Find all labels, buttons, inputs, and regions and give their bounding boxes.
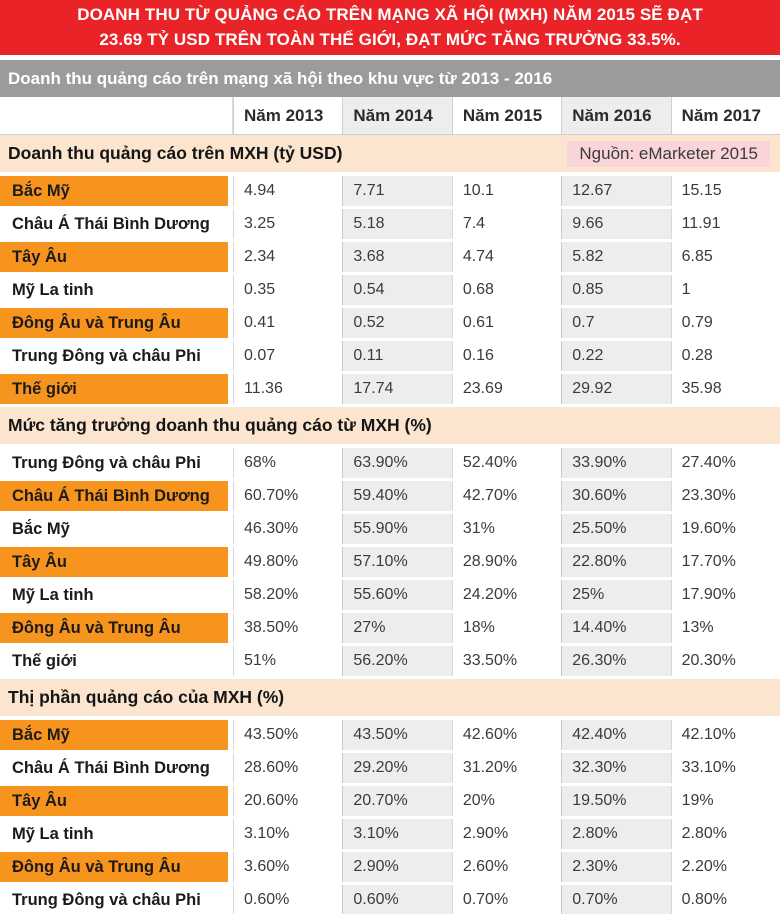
table-row [0, 547, 780, 577]
value-cell: 42.70% [452, 481, 561, 511]
region-label: Châu Á Thái Bình Dương [0, 209, 233, 239]
value-cell: 4.74 [452, 242, 561, 272]
value-cell: 42.10% [671, 720, 780, 750]
value-cell: 38.50% [233, 613, 342, 643]
value-cell: 57.10% [342, 547, 451, 577]
value-cell: 10.1 [452, 176, 561, 206]
table-row [0, 374, 780, 404]
value-cell: 2.80% [671, 819, 780, 849]
value-cell: 12.67 [561, 176, 670, 206]
value-cell: 17.70% [671, 547, 780, 577]
value-cell: 25.50% [561, 514, 670, 544]
value-cell: 5.82 [561, 242, 670, 272]
column-header-2013: Năm 2013 [233, 97, 342, 134]
value-cell: 2.20% [671, 852, 780, 882]
value-cell: 7.71 [342, 176, 451, 206]
value-cell: 3.60% [233, 852, 342, 882]
region-label: Đông Âu và Trung Âu [0, 308, 233, 338]
value-cell: 22.80% [561, 547, 670, 577]
value-cell: 0.60% [342, 885, 451, 914]
section-header [0, 407, 780, 444]
value-cell: 2.34 [233, 242, 342, 272]
region-label: Châu Á Thái Bình Dương [0, 753, 233, 783]
value-cell: 58.20% [233, 580, 342, 610]
table-row [0, 308, 780, 338]
table-row [0, 176, 780, 206]
table-row [0, 613, 780, 643]
region-label: Trung Đông và châu Phi [0, 885, 233, 914]
section-title: Doanh thu quảng cáo trên MXH (tỷ USD) [8, 143, 343, 163]
value-cell: 19% [671, 786, 780, 816]
value-cell: 4.94 [233, 176, 342, 206]
region-label: Bắc Mỹ [0, 514, 233, 544]
value-cell: 1 [671, 275, 780, 305]
region-label: Trung Đông và châu Phi [0, 341, 233, 371]
value-cell: 18% [452, 613, 561, 643]
table-row [0, 209, 780, 239]
value-cell: 20.30% [671, 646, 780, 676]
value-cell: 59.40% [342, 481, 451, 511]
region-label: Trung Đông và châu Phi [0, 448, 233, 478]
value-cell: 11.91 [671, 209, 780, 239]
region-label: Châu Á Thái Bình Dương [0, 481, 233, 511]
source-label: Nguồn: eMarketer 2015 [567, 141, 770, 167]
table-row [0, 753, 780, 783]
value-cell: 51% [233, 646, 342, 676]
region-label: Bắc Mỹ [0, 176, 233, 206]
section-title: Mức tăng trưởng doanh thu quảng cáo từ MXH (%) [8, 415, 432, 435]
value-cell: 0.22 [561, 341, 670, 371]
value-cell: 33.10% [671, 753, 780, 783]
value-cell: 5.18 [342, 209, 451, 239]
value-cell: 7.4 [452, 209, 561, 239]
value-cell: 20.60% [233, 786, 342, 816]
value-cell: 28.90% [452, 547, 561, 577]
value-cell: 26.30% [561, 646, 670, 676]
value-cell: 2.80% [561, 819, 670, 849]
headline-banner [0, 0, 780, 55]
value-cell: 0.54 [342, 275, 451, 305]
table-row [0, 786, 780, 816]
value-cell: 11.36 [233, 374, 342, 404]
value-cell: 20% [452, 786, 561, 816]
value-cell: 25% [561, 580, 670, 610]
value-cell: 0.80% [671, 885, 780, 914]
value-cell: 27% [342, 613, 451, 643]
value-cell: 13% [671, 613, 780, 643]
value-cell: 27.40% [671, 448, 780, 478]
value-cell: 19.50% [561, 786, 670, 816]
value-cell: 68% [233, 448, 342, 478]
headline-line-2: 23.69 TỶ USD TRÊN TOÀN THẾ GIỚI, ĐẠT MỨC TĂNG TRƯỞNG 33.5%. [99, 29, 681, 49]
value-cell: 63.90% [342, 448, 451, 478]
value-cell: 43.50% [342, 720, 451, 750]
column-header-2017: Năm 2017 [671, 97, 780, 134]
value-cell: 0.79 [671, 308, 780, 338]
value-cell: 42.40% [561, 720, 670, 750]
section-header [0, 135, 780, 172]
value-cell: 29.20% [342, 753, 451, 783]
value-cell: 0.16 [452, 341, 561, 371]
table-row [0, 819, 780, 849]
value-cell: 23.30% [671, 481, 780, 511]
table-row [0, 885, 780, 914]
table-body [0, 135, 780, 914]
region-label: Đông Âu và Trung Âu [0, 852, 233, 882]
value-cell: 32.30% [561, 753, 670, 783]
value-cell: 17.90% [671, 580, 780, 610]
region-label: Tây Âu [0, 547, 233, 577]
value-cell: 31% [452, 514, 561, 544]
table-row [0, 481, 780, 511]
value-cell: 33.90% [561, 448, 670, 478]
table-row [0, 720, 780, 750]
value-cell: 0.11 [342, 341, 451, 371]
value-cell: 46.30% [233, 514, 342, 544]
table-row [0, 852, 780, 882]
column-header-spacer [0, 97, 233, 134]
value-cell: 0.70% [561, 885, 670, 914]
value-cell: 2.90% [452, 819, 561, 849]
value-cell: 35.98 [671, 374, 780, 404]
value-cell: 20.70% [342, 786, 451, 816]
value-cell: 29.92 [561, 374, 670, 404]
column-header-2016: Năm 2016 [561, 97, 670, 134]
value-cell: 30.60% [561, 481, 670, 511]
region-label: Đông Âu và Trung Âu [0, 613, 233, 643]
region-label: Mỹ La tinh [0, 819, 233, 849]
value-cell: 2.30% [561, 852, 670, 882]
region-label: Thế giới [0, 646, 233, 676]
section-header [0, 679, 780, 716]
value-cell: 55.90% [342, 514, 451, 544]
value-cell: 0.28 [671, 341, 780, 371]
table-row [0, 646, 780, 676]
value-cell: 0.52 [342, 308, 451, 338]
value-cell: 9.66 [561, 209, 670, 239]
table-row [0, 448, 780, 478]
region-label: Mỹ La tinh [0, 580, 233, 610]
section-title: Thị phần quảng cáo của MXH (%) [8, 687, 285, 707]
value-cell: 43.50% [233, 720, 342, 750]
value-cell: 28.60% [233, 753, 342, 783]
table-row [0, 580, 780, 610]
table-row [0, 275, 780, 305]
value-cell: 0.41 [233, 308, 342, 338]
table-row [0, 341, 780, 371]
value-cell: 3.10% [342, 819, 451, 849]
value-cell: 52.40% [452, 448, 561, 478]
value-cell: 0.70% [452, 885, 561, 914]
value-cell: 3.10% [233, 819, 342, 849]
value-cell: 0.07 [233, 341, 342, 371]
table-subtitle: Doanh thu quảng cáo trên mạng xã hội theo khu vực từ 2013 - 2016 [0, 60, 780, 97]
value-cell: 0.7 [561, 308, 670, 338]
value-cell: 0.35 [233, 275, 342, 305]
region-label: Thế giới [0, 374, 233, 404]
value-cell: 24.20% [452, 580, 561, 610]
value-cell: 31.20% [452, 753, 561, 783]
value-cell: 2.60% [452, 852, 561, 882]
region-label: Tây Âu [0, 786, 233, 816]
column-header-row [0, 97, 780, 135]
region-label: Mỹ La tinh [0, 275, 233, 305]
value-cell: 15.15 [671, 176, 780, 206]
value-cell: 2.90% [342, 852, 451, 882]
value-cell: 56.20% [342, 646, 451, 676]
value-cell: 19.60% [671, 514, 780, 544]
value-cell: 6.85 [671, 242, 780, 272]
value-cell: 60.70% [233, 481, 342, 511]
value-cell: 49.80% [233, 547, 342, 577]
value-cell: 3.25 [233, 209, 342, 239]
table-row [0, 514, 780, 544]
value-cell: 0.85 [561, 275, 670, 305]
value-cell: 0.68 [452, 275, 561, 305]
region-label: Bắc Mỹ [0, 720, 233, 750]
value-cell: 42.60% [452, 720, 561, 750]
value-cell: 3.68 [342, 242, 451, 272]
value-cell: 14.40% [561, 613, 670, 643]
value-cell: 17.74 [342, 374, 451, 404]
value-cell: 0.61 [452, 308, 561, 338]
value-cell: 23.69 [452, 374, 561, 404]
table-row [0, 242, 780, 272]
value-cell: 33.50% [452, 646, 561, 676]
value-cell: 0.60% [233, 885, 342, 914]
column-header-2015: Năm 2015 [452, 97, 561, 134]
region-label: Tây Âu [0, 242, 233, 272]
headline-line-1: DOANH THU TỪ QUẢNG CÁO TRÊN MẠNG XÃ HỘI (MXH) NĂM 2015 SẼ ĐẠT [77, 5, 703, 25]
column-header-2014: Năm 2014 [342, 97, 451, 134]
value-cell: 55.60% [342, 580, 451, 610]
